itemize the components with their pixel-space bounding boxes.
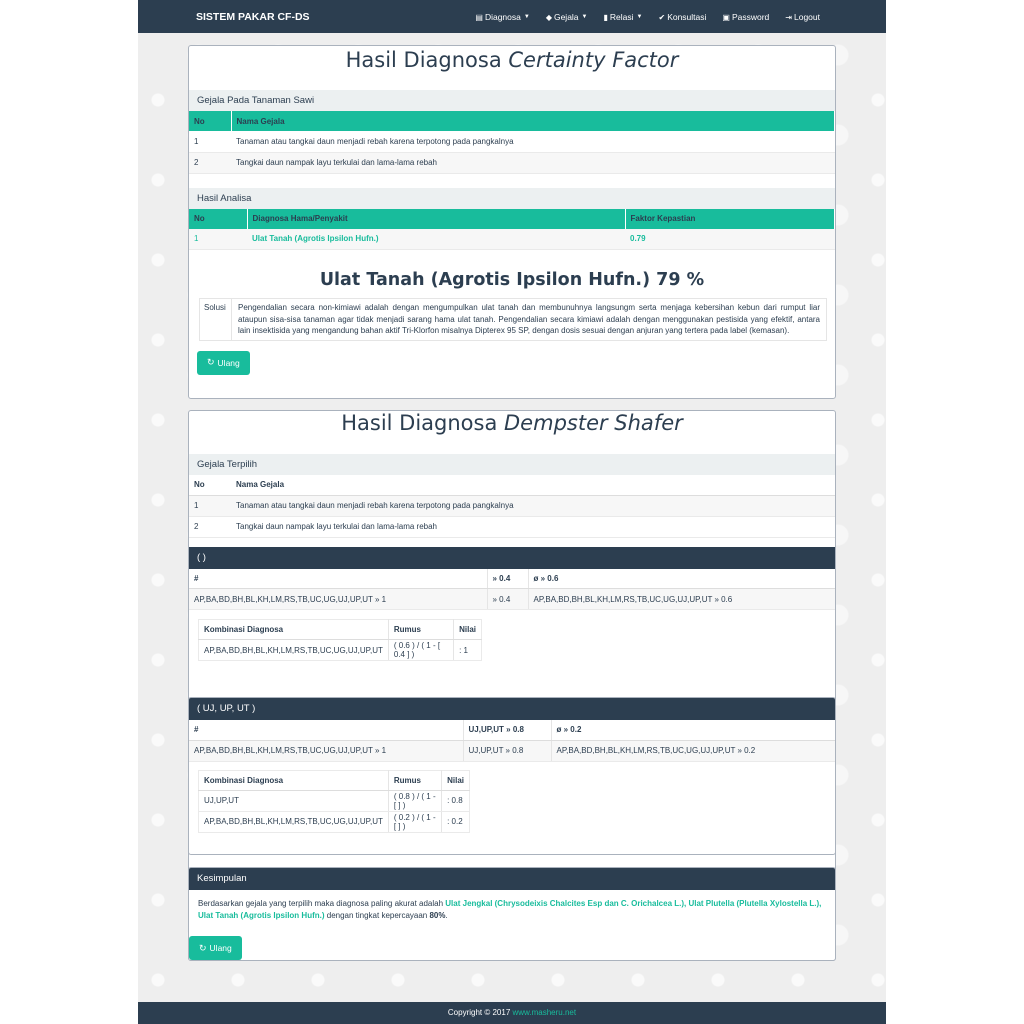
nav-item-gejala[interactable]: [546, 12, 588, 22]
table-row: AP,BA,BD,BH,BL,KH,LM,RS,TB,UC,UG,UJ,UP,UT ( 0.6 ) / ( 1 - [ 0.4 ] ) : 1: [199, 640, 482, 661]
bookmark-icon: ▮: [603, 12, 608, 22]
caret-down-icon: ▼: [636, 14, 643, 20]
nav-item-password[interactable]: [722, 12, 769, 22]
footer: Copyright © 2017 www.masheru.net: [138, 1002, 886, 1024]
ds-title: Hasil Diagnosa Dempster Shafer: [341, 411, 683, 435]
conclusion-panel: [188, 867, 836, 961]
cf-reset-button[interactable]: ↻ Ulang: [197, 351, 250, 375]
conclusion-confidence: 80%: [429, 911, 446, 920]
ds-step2-table: # UJ,UP,UT » 0.8 ø » 0.2 AP,BA,BD,BH,BL,KH,LM,RS,TB,UC,UG,UJ,UP,UT » 1 UJ,UP,UT » 0.8 AP,BA,BD,BH,BL,KH,LM,RS,TB,UC,UG,UJ,UP,UT » 0.2: [189, 720, 835, 762]
caret-down-icon: ▼: [523, 14, 530, 20]
caret-down-icon: ▼: [581, 14, 588, 20]
check-circle-icon: ✔: [658, 12, 666, 22]
ds-step1-combo-table: Kombinasi Diagnosa Rumus Nilai AP,BA,BD,BH,BL,KH,LM,RS,TB,UC,UG,UJ,UP,UT ( 0.6 ) / ( 1 - [ 0.4 ] ) : 1: [198, 619, 482, 661]
nav-menu: [459, 12, 820, 22]
nav-item-label: Konsultasi: [667, 12, 707, 22]
conclusion-heading: Kesimpulan: [189, 868, 835, 890]
refresh-icon: ↻: [199, 942, 207, 953]
table-row: 1 Tanaman atau tangkai daun menjadi rebah karena terpotong pada pangkalnya: [189, 131, 835, 152]
ds-step1-table: # » 0.4 ø » 0.6 AP,BA,BD,BH,BL,KH,LM,RS,TB,UC,UG,UJ,UP,UT » 1 » 0.4 AP,BA,BD,BH,BL,KH,LM,RS,TB,UC,UG,UJ,UP,UT » 0.6: [189, 569, 835, 611]
nav-item-label: Relasi: [609, 12, 634, 22]
conclusion-text: Berdasarkan gejala yang terpilih maka diagnosa paling akurat adalah Ulat Jengkal (Chrysodeixis Chalcites Esp dan C. Orichalcea L.), Ulat Plutella (Plutella Xylostella L.), Ulat Tanah (Agrotis Ipsilon Hufn.) dengan tingkat kepercayaan 80%.: [198, 899, 822, 920]
nav-item-label: Diagnosa: [484, 12, 521, 22]
solution-label: Solusi: [204, 303, 226, 312]
nav-item-label: Gejala: [553, 12, 579, 22]
logout-icon: ⇥: [785, 12, 792, 22]
ds-step2: [188, 697, 836, 855]
cf-panel: [188, 45, 836, 399]
nav-item-diagnosa[interactable]: [475, 12, 529, 22]
ds-symptoms-table: [189, 475, 835, 538]
navbar: [138, 0, 886, 33]
table-row: AP,BA,BD,BH,BL,KH,LM,RS,TB,UC,UG,UJ,UP,UT ( 0.2 ) / ( 1 - [ ] ) : 0.2: [199, 811, 470, 832]
table-row: 2 Tangkai daun nampak layu terkulai dan lama-lama rebah: [189, 516, 835, 537]
nav-item-relasi[interactable]: [604, 12, 643, 22]
brand[interactable]: SISTEM PAKAR CF-DS: [196, 11, 310, 23]
table-row: UJ,UP,UT ( 0.8 ) / ( 1 - [ ] ) : 0.8: [199, 790, 470, 811]
cf-solution-table: [199, 298, 827, 341]
cf-analysis-heading: Hasil Analisa: [189, 188, 835, 209]
ds-step1-heading: ( ): [189, 547, 835, 569]
footer-link[interactable]: www.masheru.net: [512, 1008, 577, 1017]
conclusion-reset-button[interactable]: ↻ Ulang: [189, 936, 242, 960]
ds-step1: [189, 547, 835, 662]
tags-icon: ◆: [545, 12, 552, 22]
table-row: AP,BA,BD,BH,BL,KH,LM,RS,TB,UC,UG,UJ,UP,UT » 1 » 0.4 AP,BA,BD,BH,BL,KH,LM,RS,TB,UC,UG,UJ,UP,UT » 0.6: [189, 589, 835, 610]
col-nama-gejala: Nama Gejala: [231, 111, 835, 131]
col-nama-gejala: Nama Gejala: [231, 475, 835, 495]
table-row: AP,BA,BD,BH,BL,KH,LM,RS,TB,UC,UG,UJ,UP,UT » 1 UJ,UP,UT » 0.8 AP,BA,BD,BH,BL,KH,LM,RS,TB,UC,UG,UJ,UP,UT » 0.2: [189, 740, 835, 761]
col-no: No: [189, 111, 231, 131]
col-diagnosa: Diagnosa Hama/Penyakit: [247, 209, 625, 229]
table-row: 1 Ulat Tanah (Agrotis Ipsilon Hufn.) 0.79: [189, 229, 835, 250]
solution-text: Pengendalian secara non-kimiawi adalah dengan mengumpulkan ulat tanah dan membunuhnya langsungm serta menjaga kebersihan kebun dari rumput liar ataupun sisa-sisa tanaman agar tidak menjadi sarang hama ulat tanah. Pengendalian secara kimiawi adalah dengan menggunakan pestisida yang efektif, antara lain insektisida yang mengandung bahan aktif Tri-Klorfon misalnya Dipterex 95 SP, dengan dosis sesuai dengan anjuran yang tertera pada label (kemasan).: [232, 299, 827, 341]
cf-title: Hasil Diagnosa Certainty Factor: [345, 48, 679, 72]
cf-symptoms-table: [189, 111, 835, 174]
col-faktor-kepastian: Faktor Kepastian: [625, 209, 835, 229]
refresh-icon: ↻: [207, 357, 215, 367]
col-no: No: [189, 209, 247, 229]
cf-symptoms-heading: Gejala Pada Tanaman Sawi: [189, 90, 835, 111]
nav-item-label: Logout: [794, 12, 820, 22]
table-row: 1 Tanaman atau tangkai daun menjadi rebah karena terpotong pada pangkalnya: [189, 495, 835, 516]
lock-icon: ▣: [722, 12, 730, 22]
col-no: No: [189, 475, 231, 495]
table-row: 2 Tangkai daun nampak layu terkulai dan lama-lama rebah: [189, 152, 835, 173]
cf-analysis-table: [189, 209, 835, 251]
nav-item-label: Password: [731, 12, 770, 22]
ds-step2-combo-table: Kombinasi Diagnosa Rumus Nilai UJ,UP,UT ( 0.8 ) / ( 1 - [ ] ) : 0.8 AP,BA,BD,BH,BL,KH,LM,RS,TB,UC,UG,UJ,UP,UT ( 0.2 ) / ( 1 - [ ] ) : 0.2: [198, 770, 470, 833]
cf-result-title: Ulat Tanah (Agrotis Ipsilon Hufn.) 79 %: [319, 270, 705, 290]
ds-step2-heading: ( UJ, UP, UT ): [189, 698, 835, 720]
ds-symptoms-heading: Gejala Terpilih: [189, 454, 835, 475]
nav-item-konsultasi[interactable]: [658, 12, 706, 22]
nav-item-logout[interactable]: [785, 12, 820, 22]
conclusion-diseases: Ulat Jengkal (Chrysodeixis Chalcites Esp dan C. Orichalcea L.), Ulat Plutella (Plutella Xylostella L.), Ulat Tanah (Agrotis Ipsilon Hufn.): [198, 899, 822, 920]
hdd-icon: ▤: [475, 12, 483, 22]
